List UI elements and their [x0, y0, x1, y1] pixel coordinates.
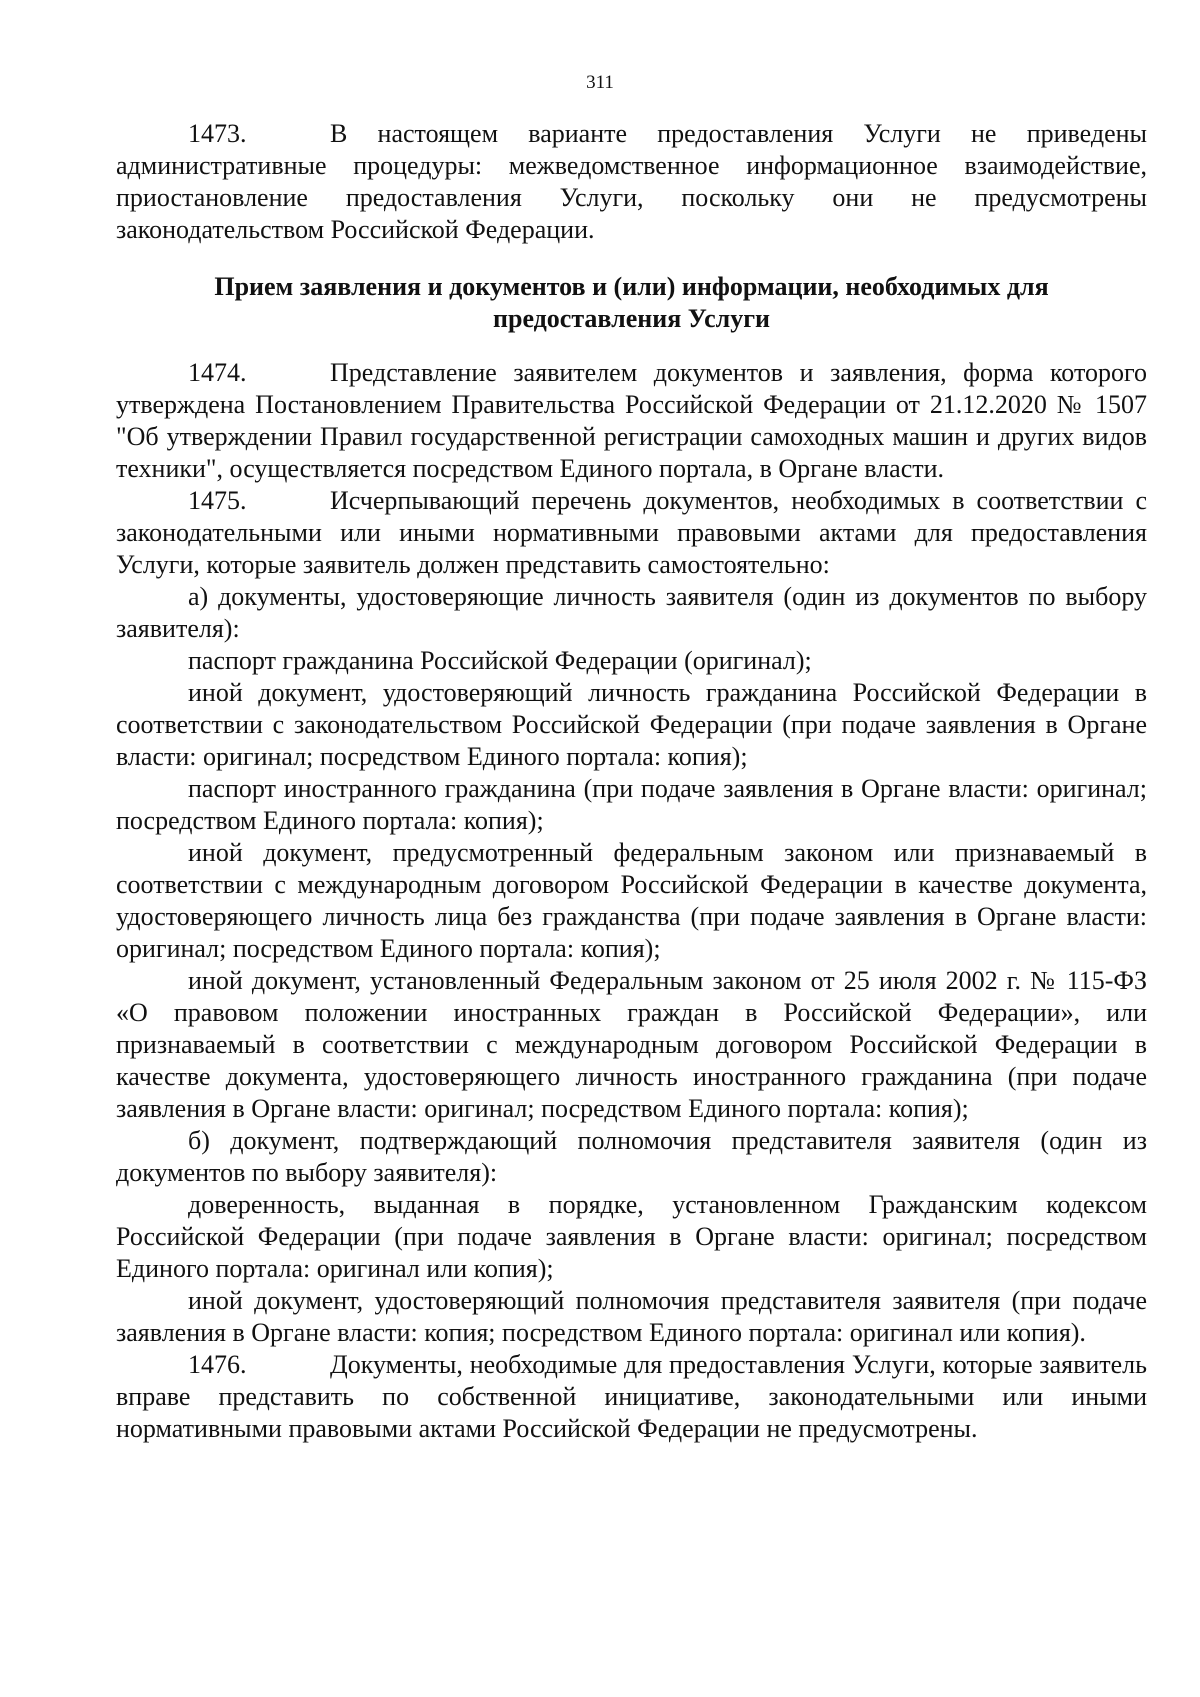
list-subitem: иной документ, удостоверяющий полномочия представителя заявителя (при подаче заявления в Органе власти: копия; посредством Единого портала: оригинал или копия).: [116, 1286, 1147, 1347]
list-subitem: иной документ, удостоверяющий личность гражданина Российской Федерации в соответствии с законодательством Российской Федерации (при подаче заявления в Органе власти: оригинал; посредством Единого портала: копия);: [116, 678, 1147, 771]
list-item-b: б) документ, подтверждающий полномочия представителя заявителя (один из документов по выбору заявителя):: [116, 1126, 1147, 1187]
paragraph-number: 1475.: [188, 486, 247, 515]
paragraph-number: 1473.: [188, 119, 247, 148]
list-subitem: иной документ, предусмотренный федеральным законом или признаваемый в соответствии с международным договором Российской Федерации в качестве документа, удостоверяющего личность лица без гражданства (при подаче заявления в Органе власти: оригинал; посредством Единого портала: копия);: [116, 838, 1147, 963]
paragraph-text: Представление заявителем документов и заявления, форма которого утверждена Постановлением Правительства Российской Федерации от 21.12.2020 № 1507 "Об утверждении Правил государственной регистрации самоходных машин и других видов техники", осуществляется посредством Единого портала, в Органе власти.: [116, 358, 1147, 483]
paragraph-text: В настоящем варианте предоставления Услуги не приведены административные процедуры: межведомственное информационное взаимодействие, приостановление предоставления Услуги, поскольку они не предусмотрены законодательством Российской Федерации.: [116, 119, 1147, 244]
paragraph-number: 1476.: [188, 1350, 247, 1379]
paragraph-text: Исчерпывающий перечень документов, необходимых в соответствии с законодательными или иными нормативными правовыми актами для предоставления Услуги, которые заявитель должен представить самостоятельно:: [116, 486, 1147, 579]
section-heading: Прием заявления и документов и (или) информации, необходимых для предоставления Услуги: [214, 272, 1049, 333]
page-number: 311: [586, 72, 614, 93]
document-body: [116, 118, 1147, 1445]
paragraph-text: Документы, необходимые для предоставления Услуги, которые заявитель вправе представить по собственной инициативе, законодательными или иными нормативными правовыми актами Российской Федерации не предусмотрены.: [116, 1350, 1147, 1443]
paragraph-1473: [116, 118, 1147, 246]
paragraph-1474: [116, 357, 1147, 485]
paragraph-1475: [116, 485, 1147, 581]
list-subitem: паспорт гражданина Российской Федерации (оригинал);: [188, 646, 812, 675]
paragraph-number: 1474.: [188, 358, 247, 387]
list-subitem: доверенность, выданная в порядке, установленном Гражданским кодексом Российской Федерации (при подаче заявления в Органе власти: оригинал; посредством Единого портала: оригинал или копия);: [116, 1190, 1147, 1283]
list-subitem: паспорт иностранного гражданина (при подаче заявления в Органе власти: оригинал; посредством Единого портала: копия);: [116, 774, 1147, 835]
list-subitem: иной документ, установленный Федеральным законом от 25 июля 2002 г. № 115-ФЗ «О правовом положении иностранных граждан в Российской Федерации», или признаваемый в соответствии с международным договором Российской Федерации в качестве документа, удостоверяющего личность иностранного гражданина (при подаче заявления в Органе власти: оригинал; посредством Единого портала: копия);: [116, 966, 1147, 1123]
list-item-a: а) документы, удостоверяющие личность заявителя (один из документов по выбору заявителя):: [116, 582, 1147, 643]
paragraph-1476: [116, 1349, 1147, 1445]
